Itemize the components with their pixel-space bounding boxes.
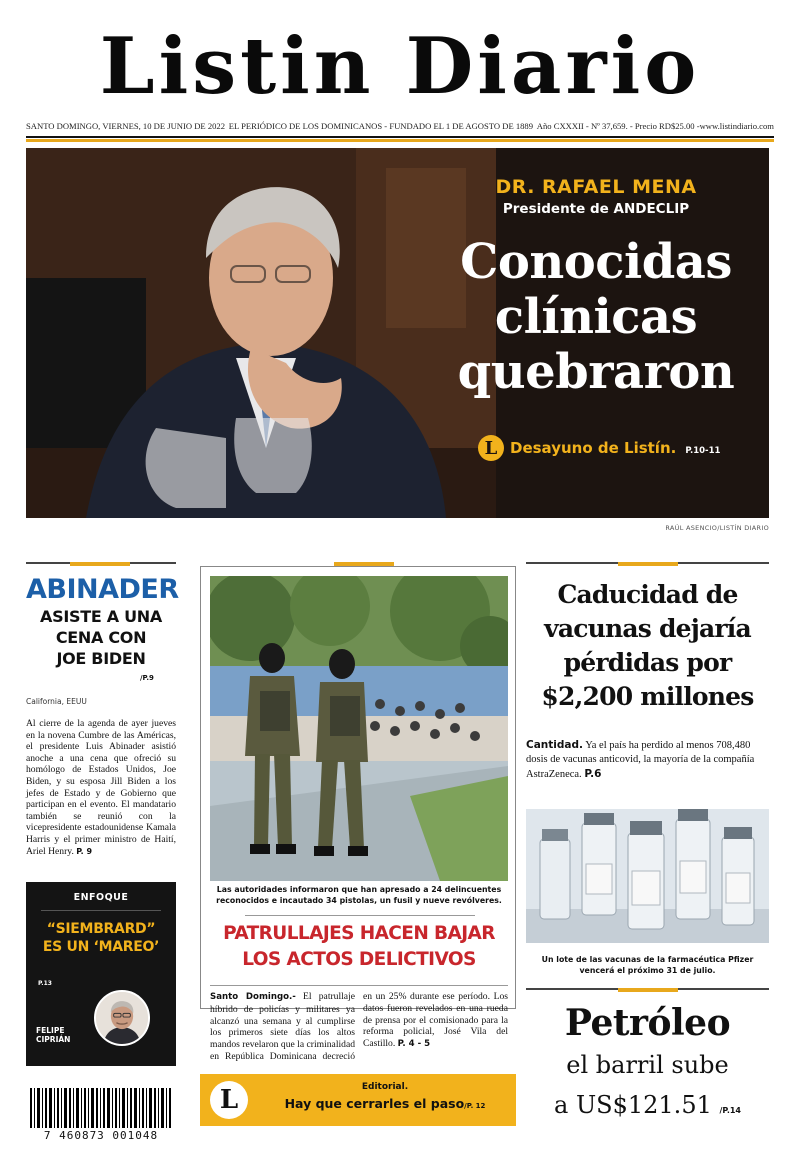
editorial-page-ref: /P. 12: [464, 1102, 486, 1110]
patrullajes-headline-line: PATRULLAJES HACEN BAJAR: [223, 923, 495, 944]
abinader-page-ref: /P.9: [140, 674, 154, 682]
dateline-motto: EL PERIÓDICO DE LOS DOMINICANOS - FUNDADO EL 1 DE AGOSTO DE 1889: [228, 121, 534, 131]
column-gold-tick: [334, 562, 394, 566]
patrullajes-headline[interactable]: [210, 921, 508, 973]
hero-headline-line: Conocidas: [460, 234, 732, 290]
vacunas-headline-line: vacunas dejaría: [544, 614, 751, 643]
enfoque-author-line: FELIPE: [36, 1026, 65, 1035]
enfoque-author-line: CIPRIÁN: [36, 1035, 71, 1044]
hero-name: DR. RAFAEL MENA: [495, 176, 697, 198]
hero-section-label: Desayuno de Listín.: [510, 439, 677, 457]
patrullajes-headline-line: LOS ACTOS DELICTIVOS: [242, 949, 476, 970]
abinader-subhead-line: CENA CON: [55, 628, 147, 647]
abinader-body-page: P. 9: [76, 846, 93, 856]
column-gold-tick: [618, 988, 678, 992]
abinader-name: ABINADER: [26, 574, 179, 605]
hero-headline[interactable]: [426, 235, 766, 400]
barcode-digits: 7 460873 001048: [43, 1129, 159, 1142]
column-gold-tick: [618, 562, 678, 566]
vacunas-lead: Cantidad.: [526, 739, 583, 751]
dateline-date: SANTO DOMINGO, VIERNES, 10 DE JUNIO DE 2022: [26, 121, 226, 131]
vacunas-headline[interactable]: [526, 578, 769, 714]
patrullajes-lead: Santo Domingo.-: [210, 992, 296, 1002]
barcode: [30, 1088, 172, 1128]
masthead-gold-rule: [26, 139, 774, 142]
abinader-place: California, EEUU: [26, 697, 87, 706]
enfoque-author: [36, 1026, 70, 1044]
listin-logo-icon: L: [210, 1081, 248, 1119]
petroleo-page-ref: /P.14: [719, 1106, 741, 1115]
headline-rule: [210, 985, 508, 986]
enfoque-box[interactable]: [26, 882, 176, 1066]
abinader-body-text: Al cierre de la agenda de ayer jueves en la novena Cumbre de las Américas, el presidente Luis Abinader asistió anoche a una cena que ofreció su homólogo de Estados Unidos, Joe Biden, y su esposa Jill Biden a los jefes de Estado y de Gobierno que participan en el evento. El mandatario también se reunió con la vicepresidente estadounidense Kamala Harris y el primer ministro de Haití, Ariel Henry.: [26, 718, 176, 857]
author-avatar: [94, 990, 150, 1046]
patrullajes-body-text: El patrullaje híbrido de policías y militares ya alcanzó una semana y al cumplirse los primeros siete días los altos mandos revelaron que la criminalidad en República Dominicana decreció en un 25% durante ese período. Los datos fueron revelados en una rueda de prensa por el comisionado para la reforma policial, José Vila del Castillo.: [210, 991, 508, 1062]
hero-role: Presidente de ANDECLIP: [502, 201, 690, 217]
editorial-title: [260, 1096, 510, 1111]
petroleo-price: [526, 1090, 769, 1126]
vacunas-body: [526, 738, 769, 782]
abinader-subhead: [26, 606, 176, 669]
hero-story[interactable]: [26, 148, 769, 518]
hero-headline-line: clínicas: [494, 289, 698, 345]
photo-credit: RAÚL ASENCIO/LISTÍN DIARIO: [665, 524, 769, 532]
vacunas-body-text: Ya el país ha perdido al menos 708,480 dosis de vacunas anticovid, la mayoría de la compañía AstraZeneca.: [526, 740, 755, 780]
vacunas-headline-line: pérdidas por: [563, 648, 732, 677]
enfoque-rule: [41, 910, 161, 911]
petroleo-headline[interactable]: Petróleo: [564, 1002, 731, 1044]
patrol-photo: [210, 576, 508, 881]
hero-text-block: [426, 176, 766, 400]
abinader-subhead-line: ASISTE A UNA: [40, 607, 162, 626]
hero-section-page: P.10-11: [685, 445, 721, 456]
editorial-banner[interactable]: [200, 1074, 516, 1126]
masthead-rule: [26, 136, 774, 138]
vaccine-photo-caption: Un lote de las vacunas de la farmacéutica Pfizer vencerá el próximo 31 de julio.: [541, 955, 754, 975]
patrullajes-body: [210, 991, 508, 1063]
enfoque-title: [26, 920, 176, 956]
abinader-body: [26, 718, 176, 857]
editorial-title-text: Hay que cerrarles el paso: [284, 1096, 465, 1111]
dateline: [26, 118, 774, 134]
enfoque-title-line: ES UN ‘MAREO’: [42, 939, 160, 955]
masthead-logo: Listin Diario: [99, 21, 701, 112]
editorial-kicker: Editorial.: [361, 1082, 409, 1092]
dateline-info: Año CXXXII - Nº 37,659. - Precio RD$25.00 -www.listindiario.com: [536, 121, 774, 131]
vacunas-headline-line: Caducidad de: [557, 580, 738, 609]
listin-logo-icon: L: [478, 435, 504, 461]
column-gold-tick: [70, 562, 130, 566]
abinader-headline[interactable]: [26, 574, 179, 669]
enfoque-page-ref: P.13: [38, 980, 52, 987]
petroleo-price-text: a US$121.51: [554, 1091, 712, 1119]
vacunas-page-ref: P.6: [584, 768, 602, 780]
hero-section-tag[interactable]: [478, 433, 769, 463]
enfoque-label: ENFOQUE: [73, 892, 129, 903]
patrol-photo-caption: Las autoridades informaron que han apresado a 24 delincuentes reconocidos e incautado 34 pistolas, un fusil y nueve revólveres.: [216, 885, 502, 905]
patrullajes-page-ref: P. 4 - 5: [397, 1039, 431, 1050]
vacunas-headline-line: $2,200 millones: [541, 682, 754, 711]
abinader-subhead-line: JOE BIDEN: [56, 649, 146, 668]
caption-rule: [245, 915, 475, 916]
hero-headline-line: quebraron: [457, 344, 735, 400]
vaccine-vials-photo: [526, 809, 769, 943]
enfoque-title-line: “SIEMBRARD”: [46, 921, 156, 937]
petroleo-subhead: el barril sube: [566, 1051, 729, 1079]
